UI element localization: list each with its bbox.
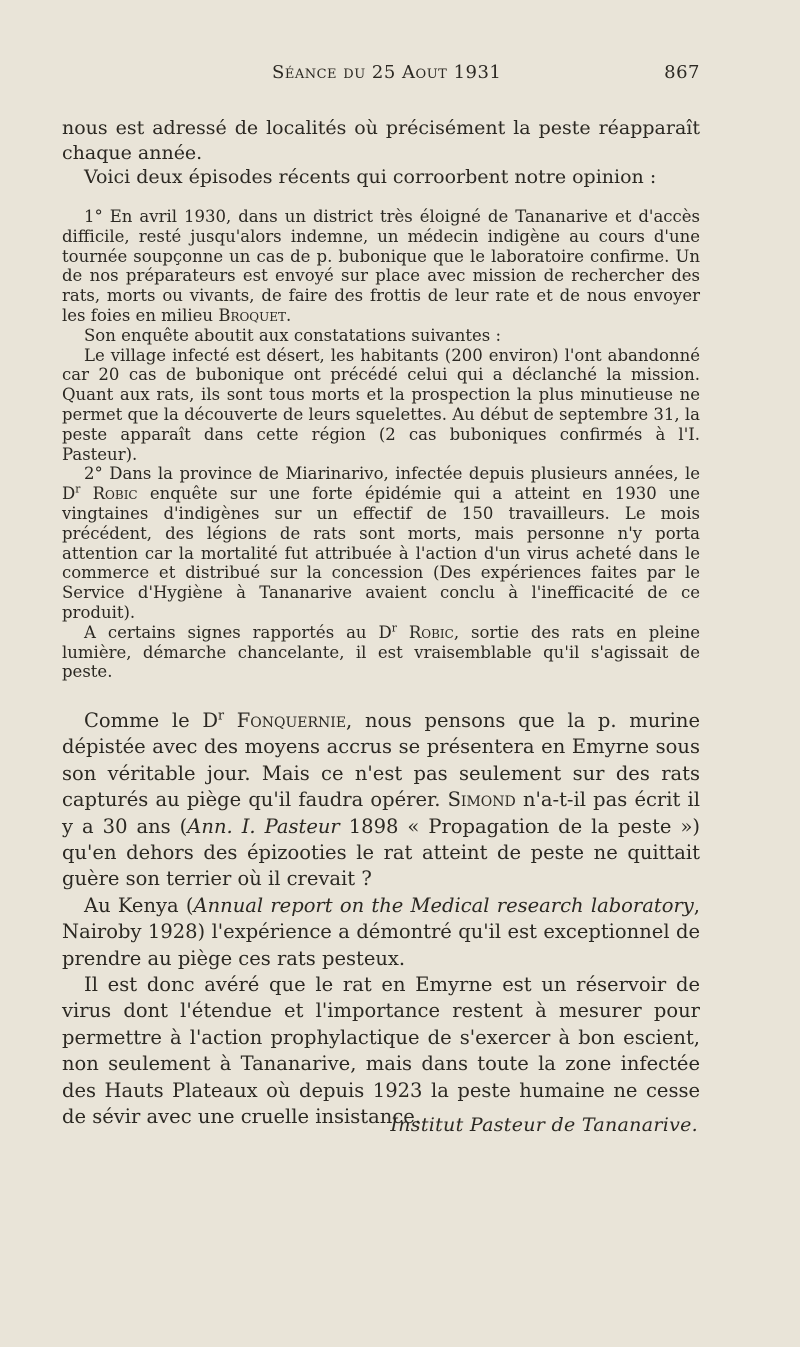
- case-2-conclusion-body: , sortie des rats en pleine lumière, démarche chancelante, il est vraisemblable qu'il s'agissait de peste.: [62, 622, 701, 682]
- author-broquet: Broquet: [218, 305, 287, 325]
- case-1-text: 1° En avril 1930, dans un district très éloigné de Tananarive et d'accès difficile, resté jusqu'alors indemne, un médecin indigène au cours d'une tournée soupçonne un cas de p. bubonique que le laboratoire confirme. Un de nos préparateurs est envoyé sur place avec mission de rechercher des rats, morts ou vivants, de faire des frottis de leur rate et de nous envoyer les foies en milieu: [62, 207, 700, 325]
- discussion-1-end: 1898 « Propagation de la peste ») qu'en dehors des épizooties le rat atteint de peste ne quittait guère son terrier où il crevait ?: [62, 814, 700, 891]
- discussion-paragraph-3: Il est donc avéré que le rat en Emyrne est un réservoir de virus dont l'étendue et l'importance restent à mesurer pour permettre à l'action prophylactique de s'exercer à bon escient, non seulement à Tananarive, mais dans toute la zone infectée des Hauts Plateaux où depuis 1923 la peste humaine ne cesse de sévir avec une cruelle insistance.: [62, 973, 700, 1129]
- intro-text: [62, 116, 700, 190]
- author-robic: Robic: [92, 484, 138, 504]
- discussion-1-text: Comme le D: [84, 709, 218, 732]
- header-month: Aout: [402, 62, 448, 83]
- author-fonquernie: Fonquernie: [236, 709, 347, 732]
- running-header: [60, 62, 700, 90]
- discussion-text: [62, 708, 700, 1131]
- header-seance: Séance: [272, 62, 338, 83]
- case-1-survey-intro: Son enquête aboutit aux constatations suivantes :: [84, 325, 502, 345]
- case-1-paragraph: [62, 207, 700, 326]
- case-2-conclusion-text: A certains signes rapportés au D: [84, 622, 392, 642]
- header-du: du: [343, 62, 366, 83]
- discussion-paragraph-2: [62, 893, 700, 972]
- superscript-r: r: [217, 707, 225, 723]
- discussion-2-end: , Nairoby 1928) l'expérience a démontré qu'il est exceptionnel de prendre au piège ces rats pesteux.: [62, 893, 700, 970]
- author-simond: Simond: [447, 788, 516, 812]
- intro-paragraph-2: Voici deux épisodes récents qui corroorbent notre opinion :: [84, 166, 657, 188]
- intro-paragraph-1: nous est adressé de localités où précisément la peste réapparaît chaque année.: [62, 117, 700, 164]
- discussion-1-body: , nous pensons que la p. murine dépistée avec des moyens accrus se présentera en Emyrne sous son véritable jour. Mais ce n'est pas seulement sur des rats capturés au piège qu'il faudra opérer.: [62, 709, 700, 812]
- superscript-r: r: [391, 621, 397, 635]
- discussion-2-text: Au Kenya (: [84, 893, 194, 917]
- case-1-end: .: [286, 305, 292, 325]
- page-number: 867: [664, 62, 700, 83]
- header-year: 1931: [453, 62, 502, 83]
- running-title: [272, 62, 501, 83]
- journal-reference: Ann. I. Pasteur: [187, 814, 340, 838]
- case-1-findings: Le village infecté est désert, les habitants (200 environ) l'ont abandonné car 20 cas de bubonique ont précédé celui qui a déclanché la mission. Quant aux rats, ils sont tous morts et la prospection la plus minutieuse ne permet que la découverte de leurs squelettes. Au début de septembre 31, la peste apparaît dans cette région (2 cas buboniques confirmés à l'I. Pasteur).: [62, 345, 700, 464]
- case-reports: [62, 207, 700, 682]
- case-2-body: enquête sur une forte épidémie qui a atteint en 1930 une vingtaines d'indigènes sur un effectif de 150 travailleurs. Le mois précédent, des légions de rats sont morts, mais personne n'y porta attention car la mortalité fut attribuée à l'action d'un virus acheté dans le commerce et distribué sur la concession (Des expériences faites par le Service d'Hygiène à Tananarive avaient conclu à l'inefficacité de ce produit).: [62, 484, 701, 622]
- header-day: 25: [371, 62, 396, 83]
- case-2-conclusion: [62, 623, 700, 682]
- superscript-r: r: [75, 482, 81, 496]
- discussion-1-citation-lead: n'a-t-il pas écrit il y a 30 ans (: [62, 788, 700, 838]
- case-2-text: 2° Dans la province de Miarinarivo, infectée depuis plusieurs années, le D: [62, 464, 700, 504]
- discussion-paragraph-1: [62, 708, 700, 893]
- author-robic: Robic: [408, 622, 454, 642]
- report-reference: Annual report on the Medical research laboratory: [193, 893, 694, 917]
- case-2-paragraph: [62, 464, 700, 622]
- institution-signature: Institut Pasteur de Tananarive.: [390, 1114, 698, 1136]
